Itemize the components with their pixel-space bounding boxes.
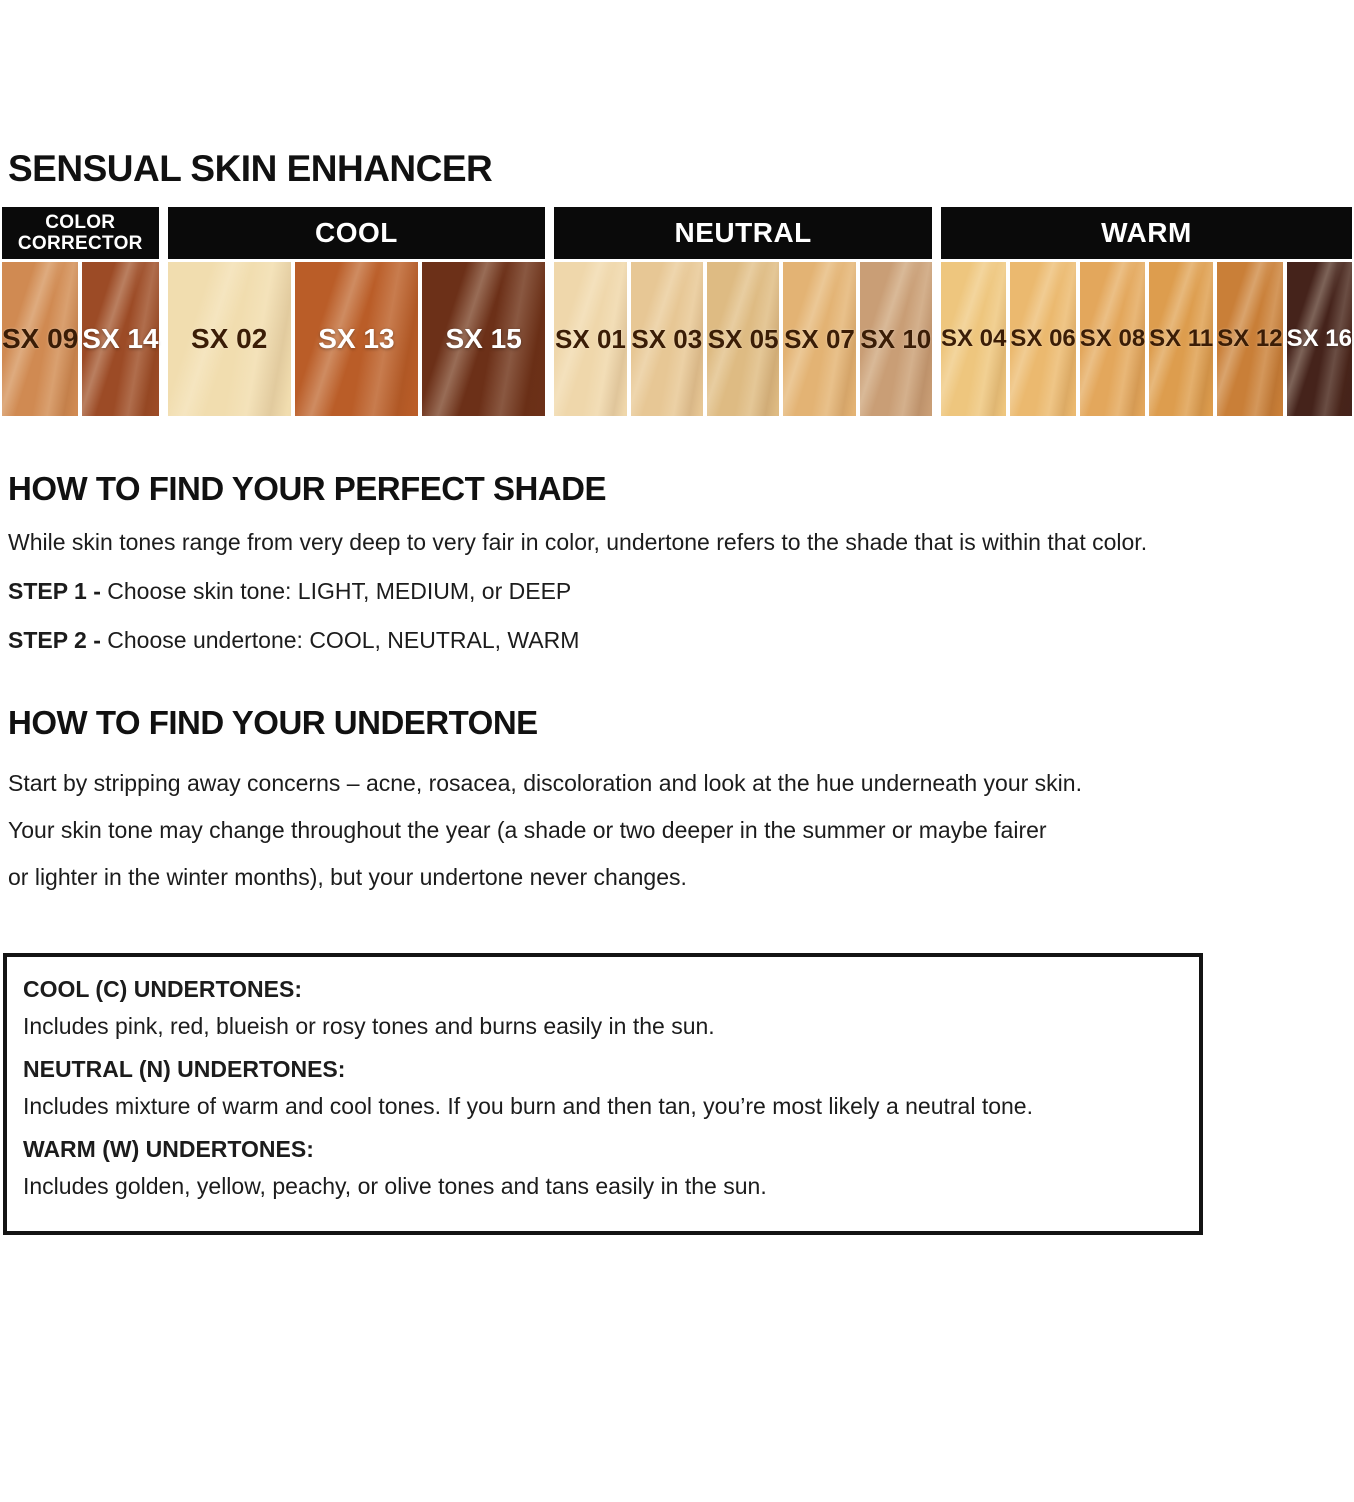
undertone-def-text-1: Includes pink, red, blueish or rosy tones and burns easily in the sun. xyxy=(23,1013,715,1039)
section-header-cc: COLOR CORRECTOR xyxy=(2,207,159,259)
undertone-definitions-box xyxy=(3,953,1203,1235)
step-text-1: Choose skin tone: LIGHT, MEDIUM, or DEEP xyxy=(107,578,572,604)
product-shade-infographic xyxy=(0,148,1354,1235)
undertone-line-2: Your skin tone may change throughout the year (a shade or two deeper in the summer or maybe fairer xyxy=(8,817,1047,843)
swatch-sx-01: SX 01 xyxy=(554,262,626,416)
shade-section-cool xyxy=(168,207,546,416)
swatch-sx-16: SX 16 xyxy=(1287,262,1352,416)
undertone-heading: HOW TO FIND YOUR UNDERTONE xyxy=(8,704,538,741)
shade-section-warm xyxy=(941,207,1352,416)
swatch-sx-07: SX 07 xyxy=(783,262,855,416)
swatch-sx-02: SX 02 xyxy=(168,262,291,416)
shade-section-cc xyxy=(2,207,159,416)
swatch-sx-13: SX 13 xyxy=(295,262,418,416)
swatch-row-cool xyxy=(168,262,546,416)
swatch-row-neutral xyxy=(554,262,932,416)
swatch-row-warm xyxy=(941,262,1352,416)
undertone-line-1: Start by stripping away concerns – acne, rosacea, discoloration and look at the hue underneath your skin. xyxy=(8,770,1082,796)
undertone-def-heading-2: NEUTRAL (N) UNDERTONES: xyxy=(23,1056,346,1082)
swatch-sx-10: SX 10 xyxy=(860,262,932,416)
section-header-warm: WARM xyxy=(941,207,1352,259)
page-title: SENSUAL SKIN ENHANCER xyxy=(8,148,493,189)
undertone-paragraph xyxy=(8,760,1354,901)
undertone-line-3: or lighter in the winter months), but your undertone never changes. xyxy=(8,864,687,890)
perfect-shade-heading: HOW TO FIND YOUR PERFECT SHADE xyxy=(8,470,606,507)
swatch-sx-05: SX 05 xyxy=(707,262,779,416)
step-label-2: STEP 2 - xyxy=(8,627,108,653)
section-header-cool: COOL xyxy=(168,207,546,259)
swatch-sx-06: SX 06 xyxy=(1010,262,1075,416)
perfect-shade-intro: While skin tones range from very deep to very fair in color, undertone refers to the shade that is within that color. xyxy=(8,529,1148,555)
swatch-sx-08: SX 08 xyxy=(1080,262,1145,416)
undertone-def-text-3: Includes golden, yellow, peachy, or olive tones and tans easily in the sun. xyxy=(23,1173,767,1199)
swatch-sx-03: SX 03 xyxy=(631,262,703,416)
perfect-shade-steps xyxy=(0,578,1354,654)
section-header-neutral: NEUTRAL xyxy=(554,207,932,259)
shade-section-neutral xyxy=(554,207,932,416)
step-text-2: Choose undertone: COOL, NEUTRAL, WARM xyxy=(107,627,580,653)
swatch-sx-14: SX 14 xyxy=(82,262,158,416)
swatch-row-cc xyxy=(2,262,159,416)
step-line-1 xyxy=(8,578,1354,605)
swatch-sx-09: SX 09 xyxy=(2,262,78,416)
swatch-sx-04: SX 04 xyxy=(941,262,1006,416)
step-line-2 xyxy=(8,627,1354,654)
swatch-sx-11: SX 11 xyxy=(1149,262,1213,416)
undertone-def-text-2: Includes mixture of warm and cool tones. If you burn and then tan, you’re most likely a neutral tone. xyxy=(23,1093,1033,1119)
step-label-1: STEP 1 - xyxy=(8,578,108,604)
shade-chart xyxy=(2,207,1352,416)
swatch-sx-15: SX 15 xyxy=(422,262,545,416)
undertone-def-heading-1: COOL (C) UNDERTONES: xyxy=(23,976,302,1002)
swatch-sx-12: SX 12 xyxy=(1217,262,1282,416)
undertone-def-heading-3: WARM (W) UNDERTONES: xyxy=(23,1136,314,1162)
